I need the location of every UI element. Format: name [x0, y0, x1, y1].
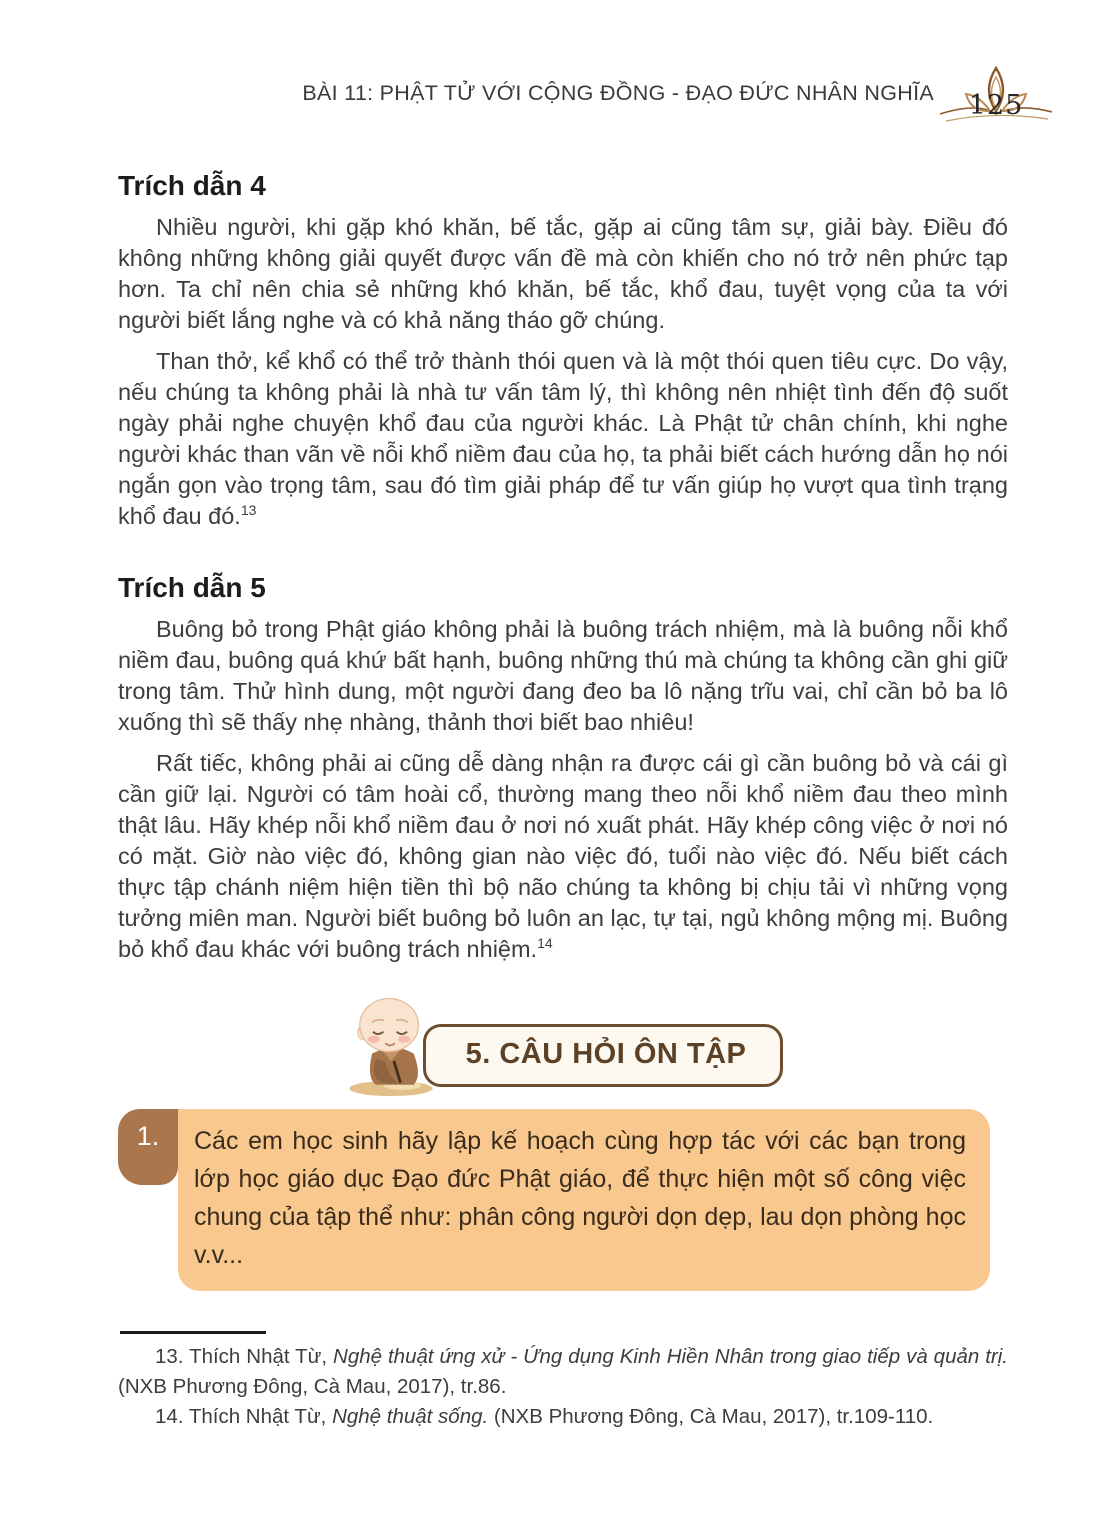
review-banner-pill	[423, 1024, 784, 1087]
footnote-13	[118, 1342, 1008, 1402]
section-heading-quote-5: Trích dẫn 5	[118, 572, 266, 603]
footnote-suffix: (NXB Phương Đông, Cà Mau, 2017), tr.86.	[118, 1375, 507, 1398]
paragraph-text: Rất tiếc, không phải ai cũng dễ dàng nhận ra được cái gì cần buông bỏ và cái gì cần giữ lại. Người có tâm hoài cổ, thường mang theo nỗi khổ niềm đau theo mình thật lâu. Hãy khép nỗi khổ niềm đau ở nơi nó xuất phát. Hãy khép công việc ở nơi nó có mặt. Giờ nào việc đó, không gian nào việc đó, tuổi nào việc đó. Nếu biết cách thực tập chánh niệm hiện tiền thì bộ não chúng ta không bị chịu tải vì những vọng tưởng miên man. Người biết buông bỏ luôn an lạc, tự tại, ngủ không mộng mị. Buông bỏ khổ đau khác với buông trách nhiệm.	[118, 750, 1008, 962]
footnote-14	[118, 1402, 1008, 1432]
footnote-book-title: Nghệ thuật sống.	[332, 1405, 489, 1428]
page-number: 125	[968, 90, 1024, 121]
footnote-prefix: 14. Thích Nhật Từ,	[155, 1405, 333, 1428]
review-section-banner	[118, 991, 1008, 1095]
question-number-badge	[118, 1109, 178, 1185]
paragraph-text: Than thở, kể khổ có thể trở thành thói quen và là một thói quen tiêu cực. Do vậy, nếu chúng ta không phải là nhà tư vấn tâm lý, thì không nên nhiệt tình đến độ suốt ngày phải nghe chuyện khổ đau của người khác. Là Phật tử chân chính, khi nghe người khác than vãn về nỗi khổ niềm đau của họ, ta phải biết cách hướng dẫn họ nói ngắn gọn vào trọng tâm, sau đó tìm giải pháp để tư vấn giúp họ vượt qua tình trạng khổ đau đó.	[118, 348, 1008, 529]
question-text-box	[178, 1109, 990, 1291]
question-item-1	[118, 1109, 990, 1291]
review-banner-label: 5. CÂU HỎI ÔN TẬP	[465, 1038, 747, 1070]
quote-4-paragraph-1	[118, 212, 1008, 336]
question-number: 1.	[136, 1121, 160, 1151]
footnote-book-title: Nghệ thuật ứng xử - Ứng dụng Kinh Hiền Nhân trong giao tiếp và quản trị.	[333, 1345, 1008, 1368]
page-number-lotus	[938, 64, 1054, 136]
paragraph-text: Buông bỏ trong Phật giáo không phải là buông trách nhiệm, mà là buông nỗi khổ niềm đau, buông quá khứ bất hạnh, buông những thú mà chúng ta không cần ghi giữ trong tâm. Thử hình dung, một người đang đeo ba lô nặng trĩu vai, chỉ cần bỏ ba lô xuống thì sẽ thấy nhẹ nhàng, thảnh thơi biết bao nhiêu!	[118, 616, 1008, 735]
page-header	[0, 0, 1106, 136]
footnote-ref-13: 13	[240, 502, 257, 519]
page-content	[118, 170, 1008, 1432]
footnotes-block	[118, 1331, 1008, 1432]
footnote-ref-14: 14	[537, 935, 553, 952]
question-text: Các em học sinh hãy lập kế hoạch cùng hợp tác với các bạn trong lớp học giáo dục Đạo đức Phật giáo, để thực hiện một số công việc chung của tập thể như: phân công người dọn dẹp, lau dọn phòng học v.v...	[194, 1127, 966, 1269]
section-heading-quote-4: Trích dẫn 4	[118, 170, 266, 201]
monk-writing-icon	[343, 991, 439, 1097]
quote-5-paragraph-2	[118, 748, 1008, 965]
footnote-suffix: (NXB Phương Đông, Cà Mau, 2017), tr.109-110.	[488, 1405, 934, 1428]
quote-5-paragraph-1	[118, 614, 1008, 738]
quote-4-paragraph-2	[118, 346, 1008, 532]
footnote-prefix: 13. Thích Nhật Từ,	[155, 1345, 334, 1368]
footnote-separator	[120, 1331, 266, 1334]
paragraph-text: Nhiều người, khi gặp khó khăn, bế tắc, gặp ai cũng tâm sự, giải bày. Điều đó không những không giải quyết được vấn đề mà còn khiến cho nó trở nên phức tạp hơn. Ta chỉ nên chia sẻ những khó khăn, bế tắc, khổ đau, tuyệt vọng của ta với người biết lắng nghe và có khả năng tháo gỡ chúng.	[118, 214, 1008, 333]
lesson-header-title: BÀI 11: PHẬT TỬ VỚI CỘNG ĐỒNG - ĐẠO ĐỨC NHÂN NGHĨA	[302, 80, 934, 105]
